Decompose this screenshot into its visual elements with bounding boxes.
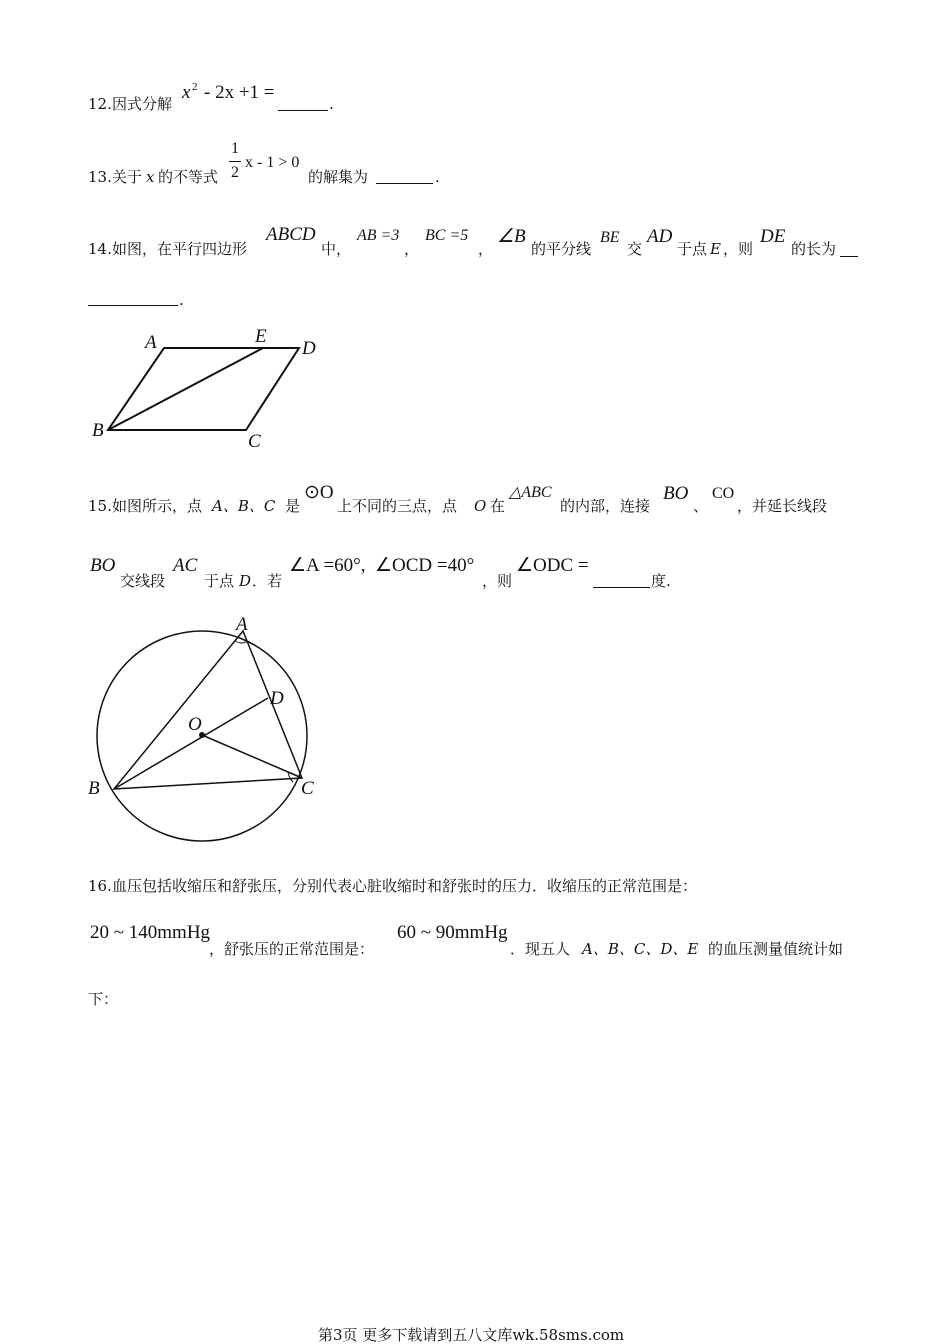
q12-tail: . xyxy=(329,95,334,113)
q15-angle-a: ∠A =60°, xyxy=(289,555,366,576)
q16-line-1: 血压包括收缩压和舒张压，分别代表心脏收缩时和舒张时的压力．收缩压的正常范围是： xyxy=(112,877,698,895)
q16-line-3: 下： xyxy=(88,990,119,1008)
circle-triangle-figure xyxy=(80,612,340,852)
q14-text-c: 的平分线 xyxy=(531,240,592,258)
q14-comma-1: ， xyxy=(404,240,420,258)
q14-angle-b: ∠B xyxy=(497,226,526,247)
q12-expr-x: x xyxy=(182,82,191,103)
q14-answer-blank-2 xyxy=(88,305,178,306)
q15-bo-2: BO xyxy=(90,555,116,576)
q15-text-i: ．若 xyxy=(252,572,283,590)
q14-text-e: 于点 xyxy=(677,240,708,258)
q12-expr-sup: 2 xyxy=(192,81,198,93)
q13-text-c: 的解集为 xyxy=(308,168,369,186)
q15-text-b: 是 xyxy=(285,497,301,515)
q15-point-d: D xyxy=(239,572,252,590)
q14-comma-2: ， xyxy=(478,240,494,258)
bisector-be xyxy=(108,348,263,430)
q15-sep: 、 xyxy=(693,497,709,515)
q16-range-2: 60 ~ 90mmHg xyxy=(397,922,508,943)
q14-be: BE xyxy=(600,229,620,246)
q13-frac-den: 2 xyxy=(231,164,239,181)
q16-range-1: 20 ~ 140mmHg xyxy=(90,922,211,943)
label-c: C xyxy=(248,431,261,452)
parallelogram-figure xyxy=(80,320,340,460)
q15-angle-ocd: ∠OCD =40° xyxy=(375,555,475,576)
q14-text-f: ，则 xyxy=(723,240,754,258)
segment-bd xyxy=(114,698,268,789)
label-c: C xyxy=(301,778,314,799)
q15-text-e: 的内部，连接 xyxy=(560,497,651,515)
q13-expr: x - 1 > 0 xyxy=(245,154,300,171)
q14-text-b: 中， xyxy=(321,240,352,258)
q13-frac-num: 1 xyxy=(231,140,239,157)
q12-answer-blank xyxy=(278,110,328,111)
q12-number: 12. xyxy=(88,95,112,113)
q15-triangle: △ABC xyxy=(509,484,552,501)
q14-tail: . xyxy=(179,291,184,309)
label-d: D xyxy=(302,338,316,359)
q12-expr-rest: - 2x +1 = xyxy=(204,82,275,103)
q16-number: 16. xyxy=(88,877,112,895)
q14-text-g: 的长为 xyxy=(791,240,837,258)
q13-frac-bar xyxy=(229,161,241,162)
q14-number: 14. xyxy=(88,240,112,258)
q15-text-d: 在 xyxy=(490,497,506,515)
q13-answer-blank xyxy=(376,183,433,184)
q14-ab: AB =3 xyxy=(357,227,400,244)
q15-co: CO xyxy=(712,485,735,502)
q15-bo: BO xyxy=(663,483,689,504)
q15-point-o: O xyxy=(474,497,487,515)
q15-points: A、B、C xyxy=(212,497,276,515)
q16-people: A、B、C、D、E xyxy=(582,940,699,958)
label-d: D xyxy=(270,688,284,709)
q15-text-f: ，并延长线段 xyxy=(737,497,828,515)
q15-text-a: 如图所示，点 xyxy=(112,497,203,515)
label-b: B xyxy=(92,420,104,441)
label-a: A xyxy=(236,614,248,635)
q13-var: x xyxy=(146,168,155,186)
q15-text-c: 上不同的三点，点 xyxy=(337,497,458,515)
q14-abcd: ABCD xyxy=(266,224,316,245)
q14-text-d: 交 xyxy=(627,240,643,258)
label-e: E xyxy=(255,326,267,347)
page-footer: 第3页 更多下载请到五八文库wk.58sms.com xyxy=(318,1326,625,1344)
q14-ad: AD xyxy=(647,226,673,247)
q14-de: DE xyxy=(760,226,786,247)
q15-number: 15. xyxy=(88,497,112,515)
q15-text-g: 交线段 xyxy=(120,572,166,590)
q15-answer-blank xyxy=(593,587,650,588)
q16-text-b: ．现五人 xyxy=(510,940,571,958)
q14-bc: BC =5 xyxy=(425,227,469,244)
q14-text-a: 如图，在平行四边形 xyxy=(112,240,248,258)
q16-text-a: ，舒张压的正常范围是： xyxy=(209,940,375,958)
q16-text-c: 的血压测量值统计如 xyxy=(708,940,844,958)
q14-point-e: E xyxy=(710,240,721,258)
label-b: B xyxy=(88,778,100,799)
q15-ac: AC xyxy=(173,555,198,576)
parallelogram-abcd xyxy=(108,348,299,430)
q13-number: 13. xyxy=(88,168,112,186)
q15-text-h: 于点 xyxy=(204,572,235,590)
q13-tail: . xyxy=(435,168,440,186)
q12-text: 因式分解 xyxy=(112,95,173,113)
q14-answer-blank-1 xyxy=(840,256,858,257)
q13-text-b: 的不等式 xyxy=(158,168,219,186)
label-o: O xyxy=(188,714,202,735)
q15-text-j: ，则 xyxy=(482,572,513,590)
q15-text-k: 度. xyxy=(651,572,671,590)
q15-circle-o: ⊙O xyxy=(304,482,334,503)
q13-text-a: 关于 xyxy=(112,168,143,186)
q15-angle-odc: ∠ODC = xyxy=(516,555,589,576)
label-a: A xyxy=(145,332,157,353)
